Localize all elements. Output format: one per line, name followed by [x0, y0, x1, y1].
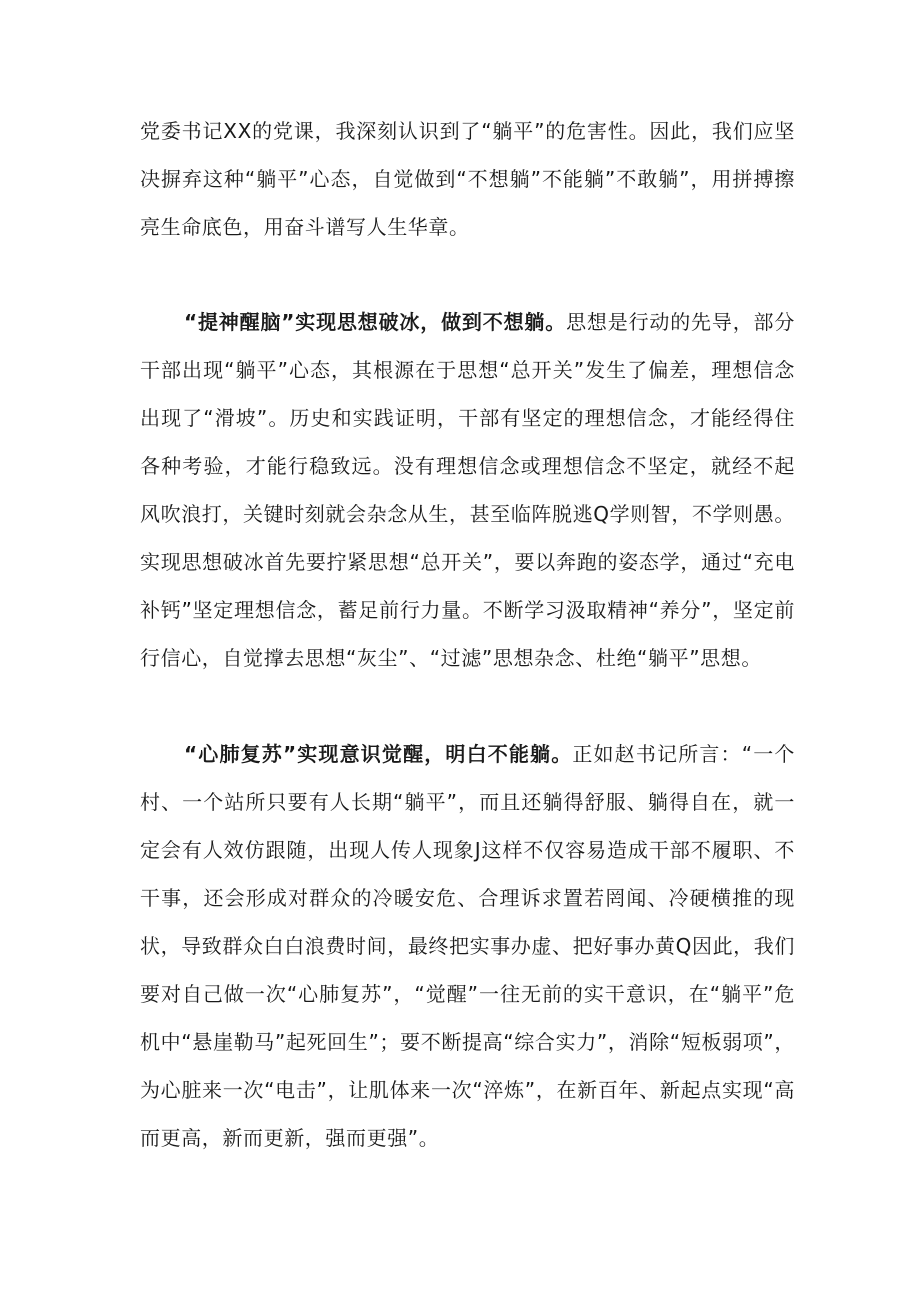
paragraph-2-heading: “提神醒脑”实现思想破冰，做到不想躺。 — [184, 310, 567, 334]
paragraph-2 — [140, 298, 795, 682]
paragraph-1 — [140, 107, 795, 251]
paragraph-2-text: 思想是行动的先导，部分干部出现“躺平”心态，其根源在于思想“总开关”发生了偏差，理想信念出现了“滑坡”。历史和实践证明，干部有坚定的理想信念，才能经得住各种考验，才能行稳致远。没有理想信念或理想信念不坚定，就经不起风吹浪打，关键时刻就会杂念从生，甚至临阵脱逃Q学则智，不学则愚。实现思想破冰首先要拧紧思想“总开关”，要以奔跑的姿态学，通过“充电补钙”坚定理想信念，蓄足前行力量。不断学习汲取精神“养分”，坚定前行信心，自觉撑去思想“灰尘”、“过滤”思想杂念、杜绝“躺平”思想。 — [140, 310, 795, 670]
paragraph-3 — [140, 730, 795, 1162]
paragraph-1-text: 党委书记XX的党课，我深刻认识到了“躺平”的危害性。因此，我们应坚决摒弃这种“躺平”心态，自觉做到“不想躺”不能躺”不敢躺”，用拼搏擦亮生命底色，用奋斗谱写人生华章。 — [140, 119, 795, 239]
paragraph-3-heading: “心肺复苏”实现意识觉醒，明白不能躺。 — [184, 742, 573, 766]
paragraph-3-text: 正如赵书记所言：“一个村、一个站所只要有人长期“躺平”，而且还躺得舒服、躺得自在，就一定会有人效仿跟随，出现人传人现象J这样不仅容易造成干部不履职、不干事，还会形成对群众的冷暖安危、合理诉求置若罔闻、冷硬横推的现状，导致群众白白浪费时间，最终把实事办虚、把好事办黄Q因此，我们要对自己做一次“心肺复苏”，“觉醒”一往无前的实干意识，在“躺平”危机中“悬崖勒马”起死回生”；要不断提高“综合实力”，消除“短板弱项”，为心脏来一次“电击”，让肌体来一次“淬炼”，在新百年、新起点实现“高而更高，新而更新，强而更强”。 — [140, 742, 795, 1150]
